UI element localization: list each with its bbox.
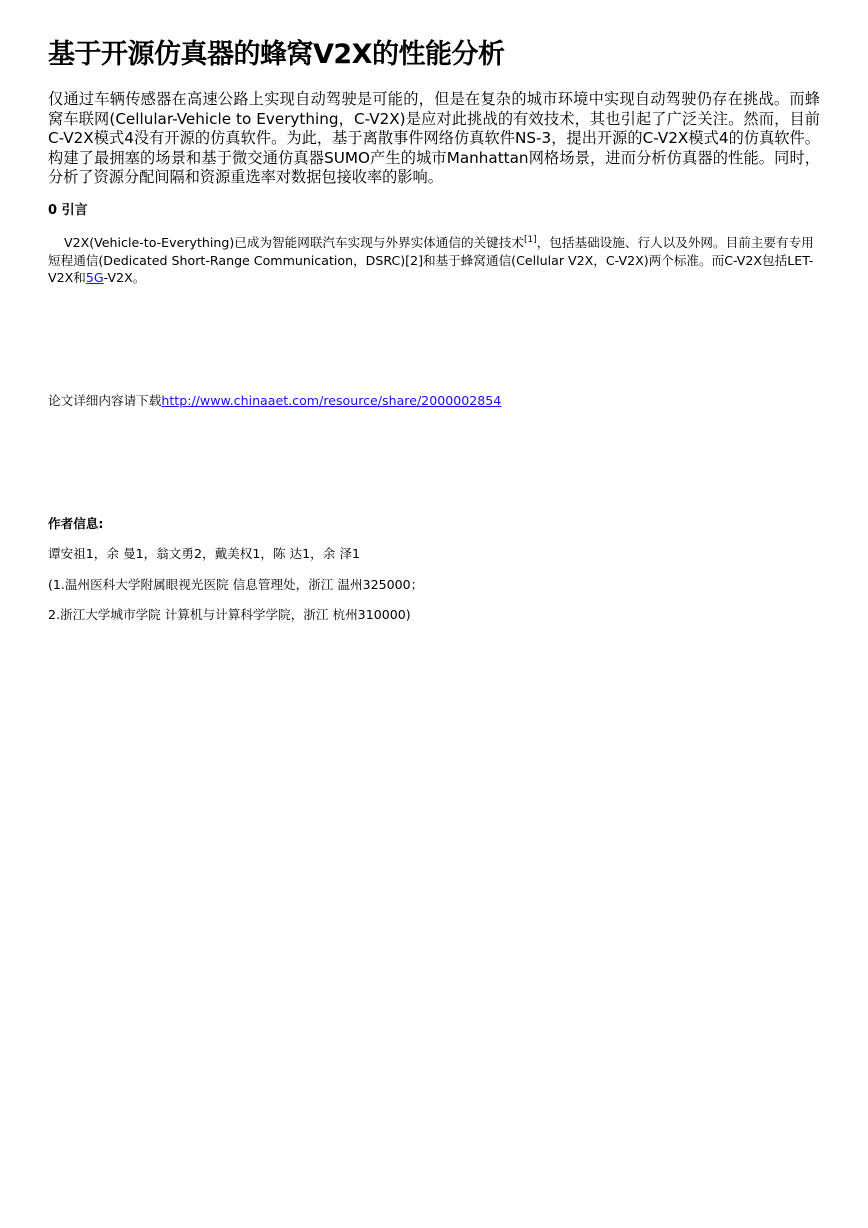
intro-text-part1: V2X(Vehicle-to-Everything)已成为智能网联汽车实现与外界实体通信的关键技术 xyxy=(64,235,524,250)
introduction-paragraph xyxy=(48,234,820,287)
author-names: 谭安祖1，余 曼1，翁文勇2，戴美权1，陈 达1，余 泽1 xyxy=(48,546,360,561)
intro-text-part2: ，包括基础设施、行人以及外网。目前主要有专用短程通信(Dedicated Short-Range Communication，DSRC)[2]和基于蜂窝通信(Cellular V2X，C-V2X)两个标准。而C-V2X包括LET-V2X和 xyxy=(48,235,814,285)
abstract-paragraph: 仅通过车辆传感器在高速公路上实现自动驾驶是可能的，但是在复杂的城市环境中实现自动驾驶仍存在挑战。而蜂窝车联网(Cellular-Vehicle to Everything，C-V2X)是应对此挑战的有效技术，其也引起了广泛关注。然而，目前C-V2X模式4没有开源的仿真软件。为此，基于离散事件网络仿真软件NS-3，提出开源的C-V2X模式4的仿真软件。构建了最拥塞的场景和基于微交通仿真器SUMO产生的城市Manhattan网格场景，进而分析仿真器的性能。同时，分析了资源分配间隔和资源重选率对数据包接收率的影响。 xyxy=(48,90,820,187)
download-line xyxy=(48,392,501,410)
intro-text-part3: -V2X。 xyxy=(103,270,146,285)
citation-marker: [1] xyxy=(523,235,537,245)
author-info-heading: 作者信息: xyxy=(48,516,104,531)
section-heading-introduction: 0 引言 xyxy=(48,203,88,218)
5g-link[interactable]: 5G xyxy=(85,270,104,285)
download-prefix: 论文详细内容请下载 xyxy=(48,393,162,408)
article-title: 基于开源仿真器的蜂窝V2X的性能分析 xyxy=(48,39,505,70)
download-link[interactable]: http://www.chinaaet.com/resource/share/2000002854 xyxy=(161,393,502,408)
author-affiliation-2: 2.浙江大学城市学院 计算机与计算科学学院，浙江 杭州310000) xyxy=(48,607,411,622)
author-affiliation-1: (1.温州医科大学附属眼视光医院 信息管理处，浙江 温州325000； xyxy=(48,577,424,592)
